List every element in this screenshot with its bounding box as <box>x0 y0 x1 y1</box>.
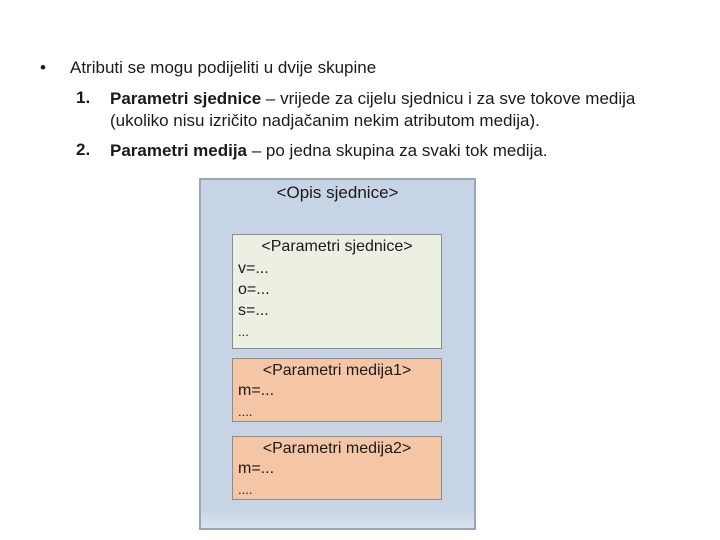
item-number: 2. <box>76 140 91 159</box>
diagram-fade <box>201 508 474 528</box>
media2-ellipsis: .... <box>238 482 253 497</box>
param-line-o: o=... <box>238 281 270 298</box>
media1-parameters-box <box>232 358 442 422</box>
bullet-text: Atributi se mogu podijeliti u dvije skupine <box>70 58 377 77</box>
media2-parameters-box <box>232 436 442 500</box>
item-body <box>110 140 670 162</box>
item-body <box>110 88 670 132</box>
param-line-v: v=... <box>238 260 269 277</box>
media1-parameters-title: <Parametri medija1> <box>262 362 412 379</box>
session-parameters-title: <Parametri sjednice> <box>261 238 413 255</box>
item-number: 1. <box>76 88 91 107</box>
session-parameters-box <box>232 234 442 349</box>
item-term: Parametri sjednice <box>110 89 262 108</box>
media1-line-m: m=... <box>238 382 275 399</box>
item-description: – po jedna skupina za svaki tok medija. <box>247 141 548 160</box>
param-line-s: s=... <box>238 302 269 319</box>
media2-line-m: m=... <box>238 460 275 477</box>
item-term: Parametri medija <box>110 141 248 160</box>
bullet-icon: • <box>40 58 46 77</box>
diagram-title: <Opis sjednice> <box>276 183 399 202</box>
media1-ellipsis: .... <box>238 404 253 419</box>
session-description-diagram <box>199 178 476 530</box>
media2-parameters-title: <Parametri medija2> <box>262 440 412 457</box>
param-ellipsis: ... <box>238 324 249 339</box>
item-description: – vrijede za cijelu sjednicu i za sve tokove medija (ukoliko nisu izričito nadjačanim nekim atributom medija). <box>110 89 636 130</box>
